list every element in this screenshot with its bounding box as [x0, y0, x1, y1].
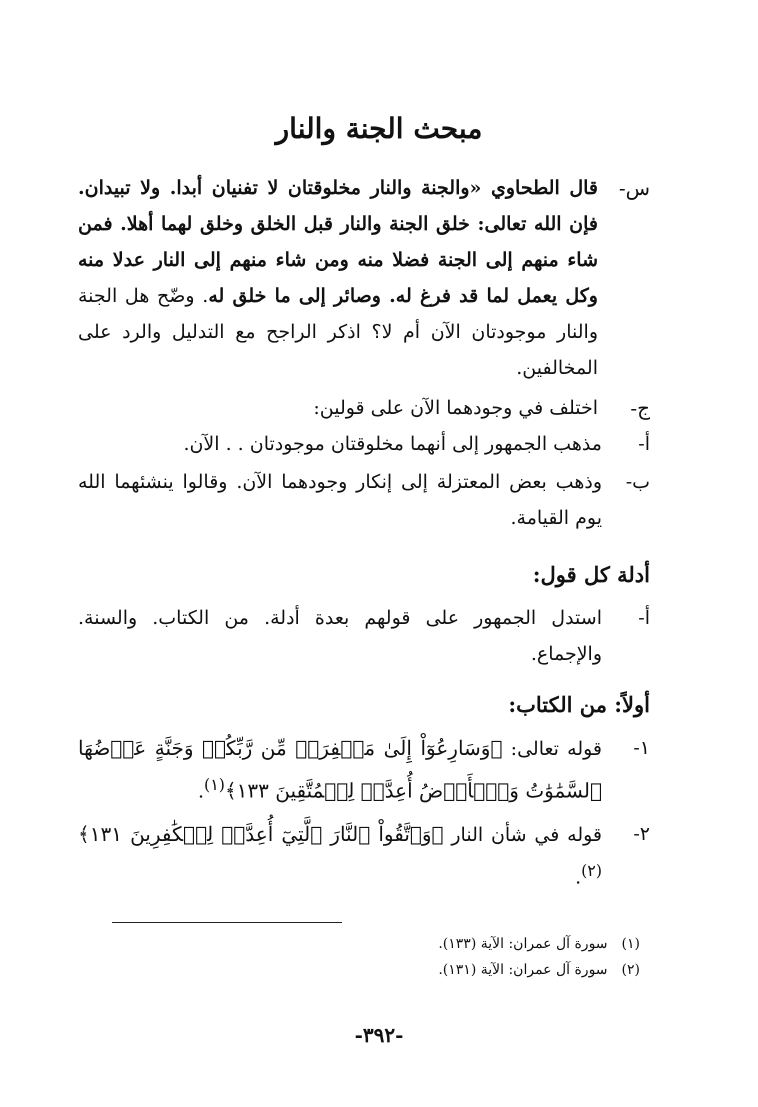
answer-block: [78, 390, 650, 426]
answer-item: [78, 426, 650, 462]
question-marker: س-: [618, 176, 650, 200]
verse-item-text: قوله في شأن النار ﴿وَٱتَّقُواْ ٱلنَّارَ ٱلَّتِيٓ أُعِدَّتۡ لِلۡكَٰفِرِينَ ١٣١﴾$^{(٢)}$.: [78, 822, 603, 889]
footnote-text: سورة آل عمران: الآية (١٣٣).: [438, 936, 608, 952]
question-rest-text: وضّح هل الجنة والنار موجودتان الآن أم لا؟ اذكر الراجح مع التدليل والرد على المخالفين.: [78, 285, 598, 379]
footnote-text: سورة آل عمران: الآية (١٣١).: [438, 962, 608, 978]
answer-intro: اختلف في وجودهما الآن على قولين:: [313, 397, 598, 419]
evidence-item-text: استدل الجمهور على قولهم بعدة أدلة. من الكتاب. والسنة. والإجماع.: [78, 607, 602, 665]
answer-item-text: وذهب بعض المعتزلة إلى إنكار وجودهما الآن. وقالوا ينشئهما الله يوم القيامة.: [78, 471, 602, 529]
verse-item: [78, 816, 650, 895]
verse-item-text: قوله تعالى: ﴿وَسَارِعُوٓاْ إِلَىٰ مَغۡفِرَةٖ مِّن رَّبِّكُمۡ وَجَنَّةٍ عَرۡضُهَا ٱلسَّمَٰوَٰتُ وَٱلۡأَرۡضُ أُعِدَّتۡ لِلۡمُتَّقِينَ ١٣٣﴾$^{(١)}$.: [78, 736, 603, 803]
footnote-ref: (١): [204, 775, 225, 794]
from-book-heading: أولاً: من الكتاب:: [508, 692, 650, 717]
evidence-item-label: أ-: [638, 607, 650, 629]
footnote-number: (١): [621, 936, 640, 952]
verse-item-label: ٢-: [633, 823, 650, 845]
footnote: [438, 936, 640, 952]
answer-item: [78, 464, 650, 536]
verse-item-label: ١-: [633, 737, 650, 759]
verse-intro: قوله في شأن النار: [451, 824, 603, 846]
verse-intro: قوله تعالى:: [510, 738, 603, 760]
answer-item-text: مذهب الجمهور إلى أنهما مخلوقتان موجودتان . . الآن.: [183, 433, 602, 455]
footnote-number: (٢): [621, 962, 640, 978]
footnote: [438, 962, 640, 978]
page-number: -٣٩٢-: [354, 1023, 404, 1047]
answer-item-label: ب-: [625, 471, 650, 493]
question-block: [78, 170, 650, 386]
quran-verse: ﴿وَسَارِعُوٓاْ إِلَىٰ مَغۡفِرَةٖ مِّن رَّبِّكُمۡ وَجَنَّةٍ عَرۡضُهَا ٱلسَّمَٰوَٰتُ وَٱلۡأَرۡضُ أُعِدَّتۡ لِلۡمُتَّقِينَ ١٣٣﴾: [78, 736, 602, 803]
answer-item-label: أ-: [638, 433, 650, 455]
evidence-heading: أدلة كل قول:: [532, 562, 650, 587]
quran-verse: ﴿وَٱتَّقُواْ ٱلنَّارَ ٱلَّتِيٓ أُعِدَّتۡ لِلۡكَٰفِرِينَ ١٣١﴾: [78, 822, 444, 846]
answer-marker: ج-: [630, 396, 650, 420]
footnote-divider: [112, 922, 342, 923]
verse-item: [78, 730, 650, 809]
question-text: قال الطحاوي «والجنة والنار مخلوقتان لا تفنيان أبدا. ولا تبيدان. فإن الله تعالى: خلق الجنة والنار قبل الخلق وخلق لهما أهلا. فمن شاء منهم إلى الجنة فضلا منه ومن شاء منهم إلى النار عدلا منه وكل يعمل لما قد فرغ له. وصائر إلى ما خلق له. وضّح هل الجنة والنار موجودتان الآن أم لا؟ اذكر الراجح مع التدليل والرد على المخالفين.: [78, 177, 598, 379]
question-bold-text: قال الطحاوي «والجنة والنار مخلوقتان لا تفنيان أبدا. ولا تبيدان. فإن الله تعالى: خلق الجنة والنار قبل الخلق وخلق لهما أهلا. فمن شاء منهم إلى الجنة فضلا منه ومن شاء منهم إلى النار عدلا منه وكل يعمل لما قد فرغ له. وصائر إلى ما خلق له: [78, 177, 598, 307]
page-title: مبحث الجنة والنار: [275, 112, 483, 145]
evidence-item: [78, 600, 650, 672]
footnote-ref: (٢): [581, 861, 602, 880]
